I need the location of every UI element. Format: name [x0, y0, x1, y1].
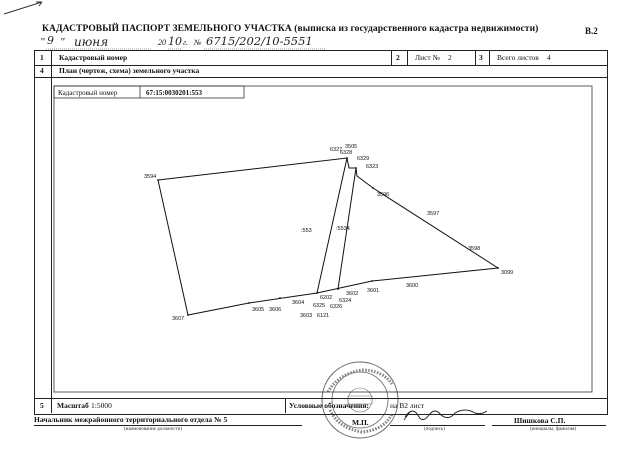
point-label-3598: 3598 [468, 246, 481, 252]
point-label-6121: 6121 [317, 313, 330, 319]
point-label-3604: 3604 [292, 300, 305, 306]
point-label-3602: 3602 [346, 291, 359, 297]
point-label-3600: 3600 [406, 283, 419, 289]
area-label-553: :553 [301, 228, 312, 234]
seal-mp: М.П. [352, 418, 369, 427]
sheet-label: Лист № [415, 53, 440, 62]
point-label-3505: 3505 [345, 144, 358, 150]
point-label-6324: 6324 [339, 298, 352, 304]
year-prefix: 20 [158, 38, 166, 47]
signature-stroke [404, 412, 410, 420]
signature-line [390, 425, 485, 426]
cell-number: 3 [479, 53, 483, 62]
point-label-3605: 3605 [252, 307, 265, 313]
point-label-3603: 3603 [300, 313, 313, 319]
point-label-6328: 6328 [340, 150, 353, 156]
row-number: 1 [40, 53, 44, 62]
point-label-3594: 3594 [144, 174, 157, 180]
year-suffix: 10 [168, 35, 182, 48]
date-month: июня [74, 35, 109, 49]
plan-cadastral-label: Кадастровый номер [58, 89, 118, 97]
row-number: 5 [40, 401, 44, 410]
scale-value: 1:5000 [91, 401, 112, 410]
point-label-6323: 6323 [366, 164, 379, 170]
area-label-5534: :5534 [336, 226, 350, 232]
quote-close: " [60, 36, 65, 48]
total-sheets-label: Всего листов [497, 53, 539, 62]
point-label-6202: 6202 [320, 295, 333, 301]
point-label-6325: 6325 [313, 303, 326, 309]
quote-open: " [40, 36, 45, 48]
date-day: 9 [47, 34, 54, 47]
official-title-line [34, 425, 302, 426]
point-label-3601: 3601 [367, 288, 380, 294]
official-title-caption: (наименование должности) [124, 427, 183, 432]
point-label-3607: 3607 [172, 316, 185, 322]
legend-reference: на В2 лист [390, 401, 425, 410]
signature-icon [405, 410, 487, 420]
point-label-3606: 3606 [269, 307, 282, 313]
plan-cadastral-number: 67:15:0030201:553 [146, 89, 202, 97]
point-label-3099: 3099 [501, 270, 514, 276]
scale-label: Масштаб [57, 401, 89, 410]
sheet-number: 2 [448, 53, 452, 62]
point-label-3597: 3597 [427, 211, 440, 217]
name-line [492, 425, 606, 426]
cadastral-number-label: Кадастровый номер [59, 53, 128, 62]
cell-number: 2 [396, 53, 400, 62]
name-caption: (инициалы, фамилия) [530, 427, 577, 432]
plan-drawing-area [54, 86, 592, 392]
plot-boundary [158, 158, 498, 315]
form-code: В.2 [585, 26, 598, 36]
document-title: КАДАСТРОВЫЙ ПАСПОРТ ЗЕМЕЛЬНОГО УЧАСТКА (выписка из государственного кадастра недвижимости) [42, 24, 539, 34]
point-label-6326: 6326 [330, 304, 343, 310]
document-number: 6715/202/10-5551 [206, 34, 313, 48]
total-sheets-value: 4 [547, 53, 551, 62]
plan-heading: План (чертеж, схема) земельного участка [59, 66, 200, 75]
point-label-6327: 6327 [330, 147, 343, 153]
signature-caption: (подпись) [424, 427, 445, 432]
point-label-6329: 6329 [357, 156, 370, 162]
boundary-points [157, 157, 499, 316]
row-number: 4 [40, 66, 44, 75]
year-label: г. [183, 38, 189, 47]
number-sign: № [194, 38, 202, 47]
point-label-3596: 3596 [377, 192, 390, 198]
official-title: Начальник межрайонного территориального отдела № 5 [34, 415, 228, 424]
legend-label: Условные обозначения: [289, 401, 369, 410]
official-name: Шишкова С.П. [514, 416, 566, 425]
